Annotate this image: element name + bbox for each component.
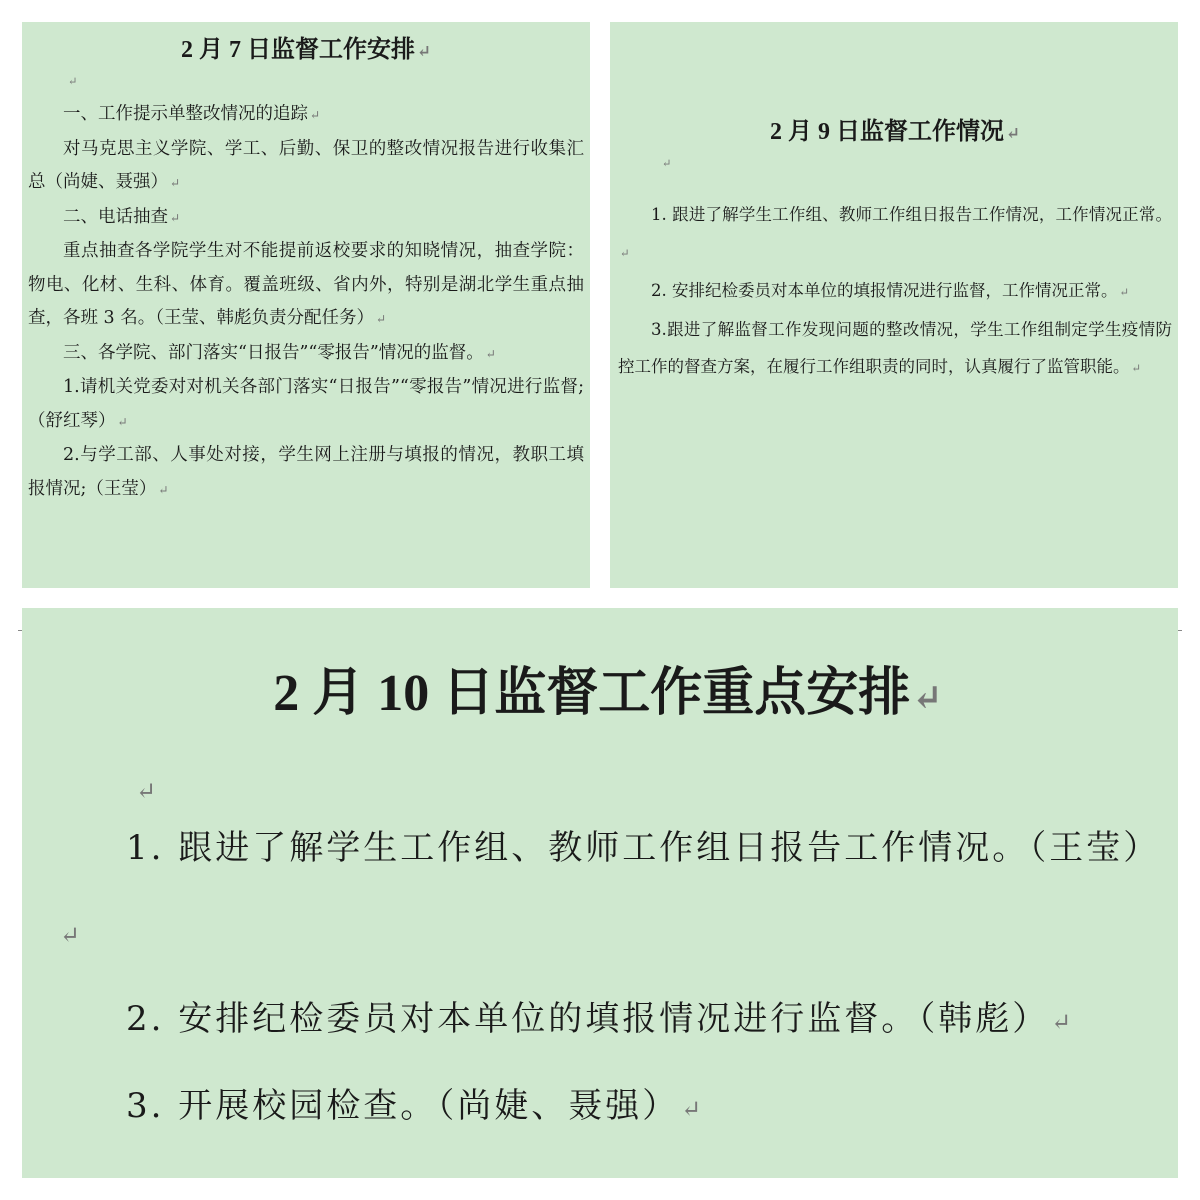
empty-line xyxy=(58,736,1158,806)
doc-paragraph: 2. 安排纪检委员对本单位的填报情况进行监督。（韩彪）↵ xyxy=(126,999,1075,1039)
doc-paragraph: 三、各学院、部门落实“日报告”“零报告”情况的监督。 ↵ xyxy=(63,342,497,363)
doc-paragraph: 3. 开展校园检查。（尚婕、聂强）↵ xyxy=(126,1086,705,1126)
doc-panel-feb-7 xyxy=(22,22,590,588)
paragraph-mark-icon: ↵ xyxy=(170,176,181,190)
paragraph-mark-icon: ↵ xyxy=(117,414,128,429)
paragraph-mark-icon: ↵ xyxy=(68,75,78,88)
paragraph-mark-icon: ↵ xyxy=(681,1095,705,1123)
doc-paragraph: 一、工作提示单整改情况的追踪 ↵ xyxy=(63,104,321,124)
doc-paragraph: 1. 跟进了解学生工作组、教师工作组日报告工作情况。（王莹）↵ xyxy=(60,828,1161,949)
paragraph-mark-icon: ↵ xyxy=(136,777,157,805)
paragraph-mark-icon: ↵ xyxy=(485,346,497,361)
paragraph-mark-icon: ↵ xyxy=(1051,1008,1075,1036)
doc-panel-feb-9 xyxy=(610,22,1178,588)
doc-paragraph: 1. 跟进了解学生工作组、教师工作组日报告工作情况，工作情况正常。↵ xyxy=(620,205,1172,260)
doc-paragraph: 2.与学工部、人事处对接，学生网上注册与填报的情况，教职工填报情况;（王莹） ↵ xyxy=(28,445,584,499)
paragraph-mark-icon: ↵ xyxy=(310,108,321,122)
doc-panel-feb-10 xyxy=(22,608,1178,1178)
doc-title: 2 月 10 日监督工作重点安排↵ xyxy=(273,665,943,722)
doc-paragraph: 二、电话抽查 ↵ xyxy=(63,206,181,227)
doc-title: 2 月 7 日监督工作安排 ↵ xyxy=(180,37,432,63)
doc-paragraph: 3.跟进了解监督工作发现问题的整改情况，学生工作组制定学生疫情防控工作的督查方案，在履行工作组职责的同时，认真履行了监管职能。 ↵ xyxy=(618,320,1172,376)
paragraph-mark-icon: ↵ xyxy=(1119,285,1130,299)
paragraph-mark-icon: ↵ xyxy=(1005,124,1021,143)
paragraph-mark-icon: ↵ xyxy=(158,482,169,497)
paragraph-mark-icon: ↵ xyxy=(620,246,630,260)
doc-paragraph: 重点抽查各学院学生对不能提前返校要求的知晓情况，抽查学院：物电、化材、生科、体育。覆盖班级、省内外，特别是湖北学生重点抽查，各班 3 名。（王莹、韩彪负责分配任务） ↵ xyxy=(28,241,584,328)
doc-paragraph: 2. 安排纪检委员对本单位的填报情况进行监督，工作情况正常。 ↵ xyxy=(651,281,1130,300)
paragraph-mark-icon: ↵ xyxy=(1131,361,1142,375)
empty-line xyxy=(618,152,1172,196)
paragraph-mark-icon: ↵ xyxy=(416,42,432,61)
doc-paragraph: 1.请机关党委对对机关各部门落实“日报告”“零报告”情况进行监督;（舒红琴） ↵ xyxy=(28,377,584,431)
paragraph-mark-icon: ↵ xyxy=(912,678,943,718)
paragraph-mark-icon: ↵ xyxy=(662,157,672,170)
paragraph-mark-icon: ↵ xyxy=(170,210,181,225)
empty-line xyxy=(28,70,584,98)
paragraph-mark-icon: ↵ xyxy=(60,921,83,949)
doc-title: 2 月 9 日监督工作情况 ↵ xyxy=(769,119,1021,145)
paragraph-mark-icon: ↵ xyxy=(376,312,387,326)
doc-paragraph: 对马克思主义学院、学工、后勤、保卫的整改情况报告进行收集汇总（尚婕、聂强） ↵ xyxy=(28,138,584,192)
